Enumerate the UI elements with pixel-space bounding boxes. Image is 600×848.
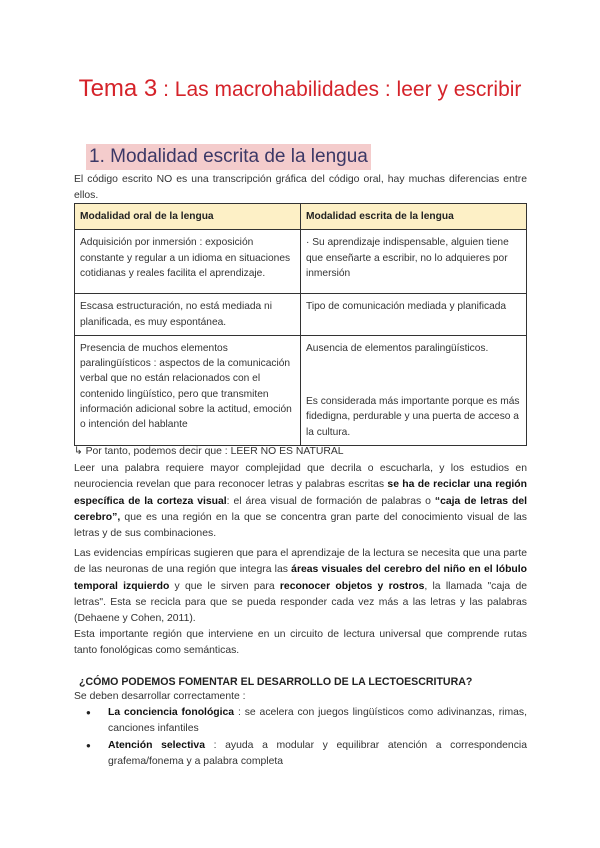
document-title: [60, 72, 540, 107]
table-cell: Escasa estructuración, no está mediada ni planificada, es muy espontánea.: [75, 294, 301, 336]
bold-text: áreas visuales del cerebro del niño en el lóbulo temporal izquierdo: [74, 564, 527, 592]
table-row: [75, 335, 527, 445]
table-cell-line: Es considerada más importante porque es más fidedigna, perdurable y una puerta de acceso a la cultura.: [306, 396, 520, 438]
list-item-text: : ayuda a modular y equilibrar atención a correspondencia grafema/fonema y a palabra completa: [108, 739, 527, 767]
section-heading-2: ¿CÓMO PODEMOS FOMENTAR EL DESARROLLO DE LA LECTOESCRITURA?: [79, 676, 473, 688]
title-prefix: Tema 3: [78, 75, 158, 102]
text: , la llamada "caja de letras". Esta se recicla para que se pueda responder cada vez más a las letras y las palabras (Dehaene y Cohen, 2011).: [74, 580, 527, 625]
table-header: Modalidad oral de la lengua: [75, 204, 301, 230]
section-heading-1: 1. Modalidad escrita de la lengua: [86, 144, 371, 170]
bold-text: “caja de letras del cerebro”,: [74, 495, 527, 523]
table-cell: [301, 335, 527, 445]
list-item-term: Atención selectiva: [108, 739, 205, 751]
paragraph-2: [74, 546, 527, 627]
list-item-term: La conciencia fonológica: [108, 707, 235, 718]
table-cell: Adquisición por inmersión : exposición constante y regular a un idioma en situaciones cotidianas y reales facilita el aprendizaje.: [75, 230, 301, 294]
table-header-row: [75, 204, 527, 230]
comparison-table: [74, 203, 527, 446]
text: que es una región en la que se concentra gran parte del conocimiento visual de las letras y de sus combinaciones.: [74, 511, 527, 540]
table-header: Modalidad escrita de la lengua: [301, 204, 527, 230]
conclusion-line: ↳ Por tanto, podemos decir que : LEER NO ES NATURAL: [74, 446, 344, 457]
list-item-text: : se acelera con juegos lingüísticos como adivinanzas, rimas, canciones infantiles: [108, 707, 528, 735]
text: Las evidencias empíricas sugieren que para el aprendizaje de la lectura se necesita que una parte de las neuronas de una región que integra las: [74, 548, 527, 576]
intro-paragraph: El código escrito NO es una transcripción gráfica del código oral, hay muchas diferencias entre ellos.: [74, 174, 527, 202]
bullet-list: [74, 705, 527, 770]
text: y que le sirven para: [169, 580, 280, 592]
list-item: [108, 705, 527, 738]
table-cell: · Su aprendizaje indispensable, alguien tiene que enseñarte a escribir, no lo adquieres por inmersión: [301, 230, 527, 294]
list-item: [108, 738, 527, 771]
bold-text: reconocer objetos y rostros: [279, 580, 425, 592]
table-cell: Presencia de muchos elementos paralingüísticos : aspectos de la comunicación verbal que no están relacionados con el contenido lingüístico, pero que transmiten información adicional sobre la actitud, emoción o intención del hablante: [75, 335, 301, 445]
table-row: [75, 230, 527, 294]
table-row: [75, 294, 527, 336]
text: Leer una palabra requiere mayor complejidad que decrila o escucharla, y los estudios en neurociencia revelan que para reconocer letras y palabras escritas: [74, 463, 527, 491]
section-lead: Se deben desarrollar correctamente :: [74, 691, 246, 702]
table-cell: Tipo de comunicación mediada y planificada: [301, 294, 527, 336]
bold-text: se ha de reciclar una región específica de la corteza visual: [74, 479, 527, 507]
text: : el área visual de formación de palabras o: [226, 495, 435, 507]
table-cell-line: Ausencia de elementos paralingüísticos.: [306, 342, 489, 354]
paragraph-3: Esta importante región que interviene en un circuito de lectura universal que comprende rutas tanto fonológicas como semánticas.: [74, 629, 527, 657]
title-rest: : Las macrohabilidades : leer y escribir: [157, 78, 522, 101]
paragraph-1: [74, 461, 527, 542]
